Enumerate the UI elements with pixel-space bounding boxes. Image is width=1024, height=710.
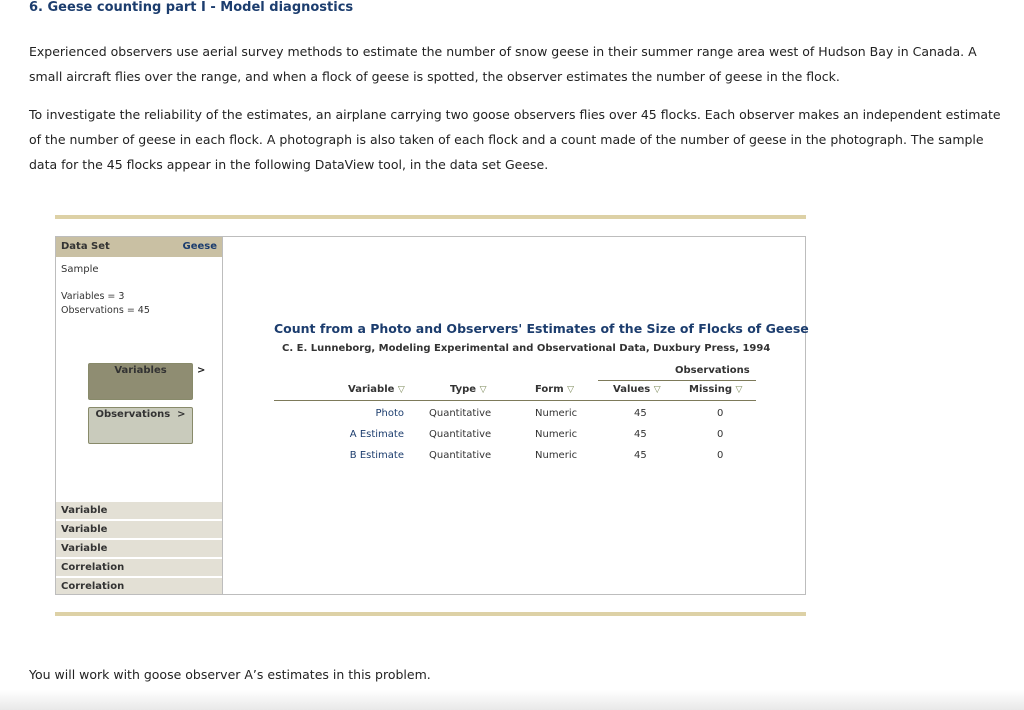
col-type[interactable] [450, 384, 487, 395]
observations-count: Observations = 45 [61, 305, 150, 316]
cell-missing: 0 [717, 429, 724, 440]
cell-missing: 0 [717, 408, 724, 419]
divider-bottom [55, 612, 806, 616]
table-source: C. E. Lunneborg, Modeling Experimental and Observational Data, Duxbury Press, 1994 [282, 343, 771, 354]
sort-triangle-icon[interactable]: ▽ [735, 385, 743, 395]
dataview-left-panel [56, 237, 223, 594]
observations-button-label: Observations [95, 409, 171, 420]
col-variable[interactable] [348, 384, 405, 395]
menu-correlation-1[interactable]: Correlation [56, 558, 222, 576]
variables-count: Variables = 3 [61, 291, 125, 302]
menu-variable-3[interactable]: Variable [56, 539, 222, 557]
page-title: 6. Geese counting part I - Model diagnostics [29, 0, 354, 15]
col-variable-label: Variable [348, 384, 395, 395]
cell-type: Quantitative [429, 408, 492, 419]
sample-label: Sample [61, 264, 99, 275]
col-type-label: Type [450, 384, 477, 395]
divider-top [55, 215, 806, 219]
cell-values: 45 [634, 429, 647, 440]
page-fade [0, 690, 1024, 710]
study-paragraph: To investigate the reliability of the estimates, an airplane carrying two goose observers flies over 45 flocks. Each observer makes an independent estimate of the number of geese in each flock. A photograph is also taken of each flock and a count made of the number of geese in the photograph. The sample data for the 45 flocks appear in the following DataView tool, in the data set Geese. [29, 107, 1001, 172]
col-form-label: Form [535, 384, 564, 395]
cell-form: Numeric [535, 429, 578, 440]
footer-text: You will work with goose observer A’s estimates in this problem. [29, 667, 431, 682]
col-values-label: Values [613, 384, 651, 395]
col-missing[interactable] [689, 384, 742, 395]
dataset-label: Data Set [61, 241, 110, 252]
dataview-tool [55, 236, 809, 595]
header-rule [274, 400, 756, 401]
sort-triangle-icon[interactable]: ▽ [479, 385, 487, 395]
group-header-rule [598, 380, 756, 381]
col-values[interactable] [613, 384, 661, 395]
cell-form: Numeric [535, 450, 578, 461]
dataview-main-panel [223, 237, 809, 594]
variable-link-b-estimate[interactable]: B Estimate [349, 450, 404, 461]
dataset-name-link[interactable]: Geese [182, 241, 217, 252]
col-missing-label: Missing [689, 384, 732, 395]
group-header-observations: Observations [675, 365, 750, 376]
variable-link-photo[interactable]: Photo [375, 408, 404, 419]
col-form[interactable] [535, 384, 574, 395]
observations-arrow-icon: > [177, 409, 186, 420]
cell-values: 45 [634, 450, 647, 461]
cell-type: Quantitative [429, 429, 492, 440]
menu-correlation-2[interactable]: Correlation [56, 577, 222, 594]
sort-triangle-icon[interactable]: ▽ [397, 385, 405, 395]
menu-variable-2[interactable]: Variable [56, 520, 222, 538]
sort-triangle-icon[interactable]: ▽ [567, 385, 575, 395]
table-title: Count from a Photo and Observers' Estimates of the Size of Flocks of Geese [274, 321, 809, 336]
cell-values: 45 [634, 408, 647, 419]
intro-paragraph: Experienced observers use aerial survey methods to estimate the number of snow geese in their summer range area west of Hudson Bay in Canada. A small aircraft flies over the range, and when a flock of geese is spotted, the observer estimates the number of geese in the flock. [29, 44, 977, 84]
cell-missing: 0 [717, 450, 724, 461]
sort-triangle-icon[interactable]: ▽ [653, 385, 661, 395]
observations-button[interactable] [88, 407, 193, 444]
menu-variable-1[interactable]: Variable [56, 501, 222, 519]
variable-link-a-estimate[interactable]: A Estimate [349, 429, 404, 440]
dataset-header [56, 237, 222, 257]
cell-type: Quantitative [429, 450, 492, 461]
variables-arrow-icon: > [197, 365, 206, 376]
variables-button[interactable]: Variables [88, 363, 193, 400]
cell-form: Numeric [535, 408, 578, 419]
